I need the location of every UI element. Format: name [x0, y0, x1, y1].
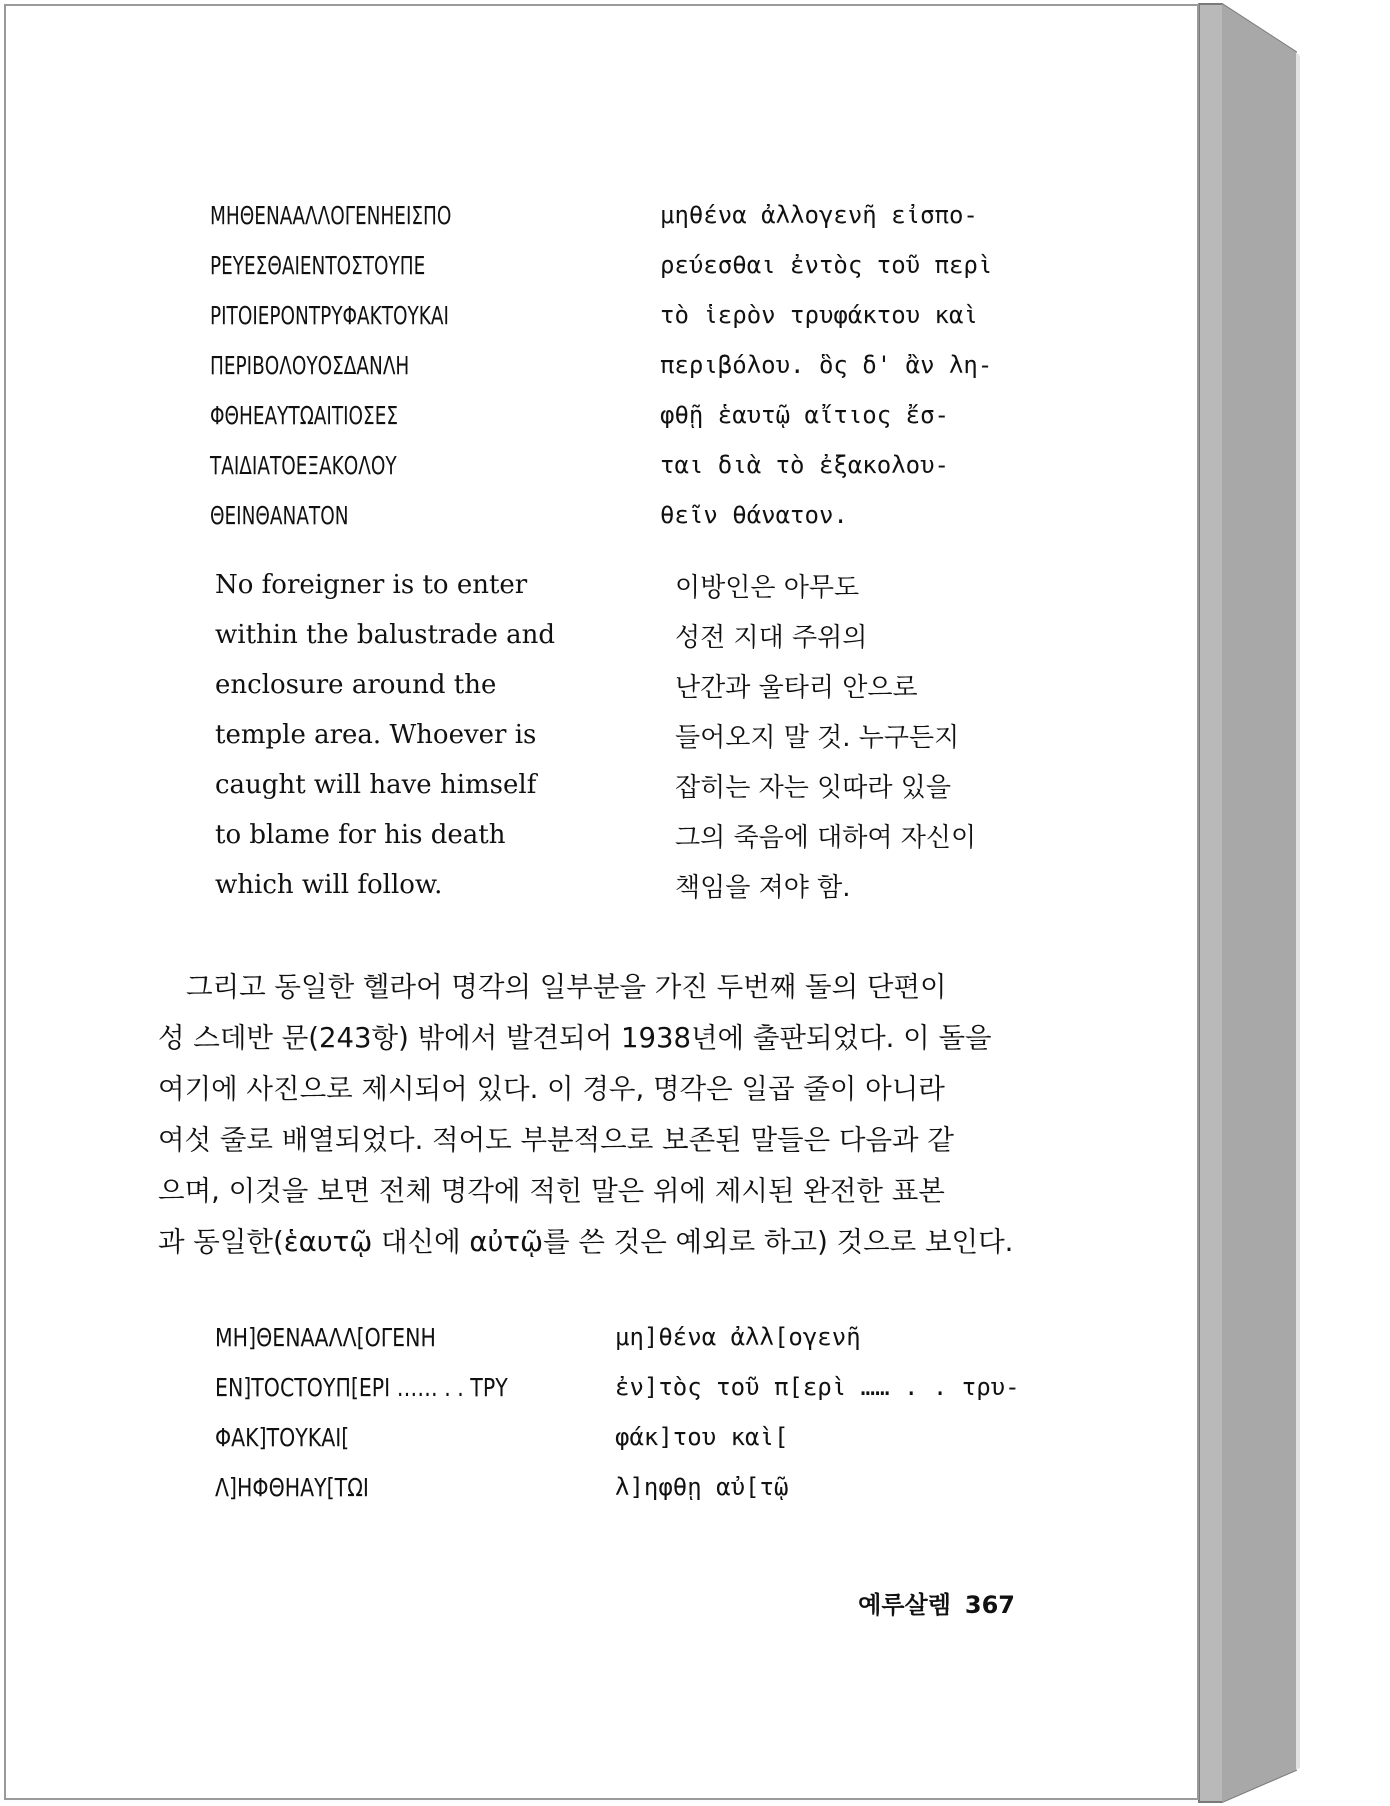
uncial-text: ΦΘΗΕΑΥΤΩΑΙΤΙΟΣΕΣ: [210, 400, 398, 430]
fragment-line: [215, 1312, 1115, 1362]
uncial-text: ΦΑΚ]ΤΟΥΚΑΙ[: [215, 1422, 350, 1452]
english-text: to blame for his death: [215, 820, 506, 850]
korean-text: 성전 지대 주위의: [675, 622, 868, 653]
inscription-line: [210, 240, 1110, 290]
uncial-text: ΕΝ]ΤΟϹΤΟΥΠ[ΕΡΙ …… . . ΤΡΥ: [215, 1372, 508, 1402]
english-text: temple area. Whoever is: [215, 720, 537, 750]
fragment-inscription: [215, 1312, 1115, 1512]
uncial-text: ΜΗΘΕΝΑΑΛΛΟΓΕΝΗΕΙΣΠΟ: [210, 200, 452, 230]
uncial-text: ΡΙΤΟΙΕΡΟΝΤΡΥΦΑΚΤΟΥΚΑΙ: [210, 300, 449, 330]
inscription-line: [210, 290, 1110, 340]
greek-inscription: [210, 190, 1110, 540]
uncial-text: Λ]ΗΦΘΗΑΥ[ΤΩΙ: [215, 1472, 369, 1502]
translation-line: [215, 810, 1115, 860]
inscription-line: [210, 440, 1110, 490]
uncial-text: ΘΕΙΝΘΑΝΑΤΟΝ: [210, 500, 349, 530]
paragraph-line: 여섯 줄로 배열되었다. 적어도 부분적으로 보존된 말들은 다음과 같: [158, 1124, 954, 1156]
minuscule-text: φθῇ ἑαυτῷ αἴτιος ἔσ-: [660, 401, 949, 429]
uncial-text: ΡΕΥΕΣΘΑΙΕΝΤΟΣΤΟΥΠΕ: [210, 250, 426, 280]
fragment-line: [215, 1362, 1115, 1412]
inscription-line: [210, 490, 1110, 540]
fragment-line: [215, 1412, 1115, 1462]
translation-block: [215, 560, 1115, 910]
korean-text: 들어오지 말 것. 누구든지: [675, 722, 960, 753]
english-text: No foreigner is to enter: [215, 570, 528, 600]
translation-line: [215, 710, 1115, 760]
page-number: 367: [964, 1591, 1015, 1619]
minuscule-text: ρεύεσθαι ἐντὸς τοῦ περὶ: [660, 251, 993, 279]
uncial-text: ΠΕΡΙΒΟΛΟΥΟΣΔΑΝΛΗ: [210, 350, 410, 380]
korean-text: 그의 죽음에 대하여 자신이: [675, 822, 977, 853]
english-text: enclosure around the: [215, 670, 497, 700]
minuscule-text: λ]ηφθῃ αὐ[τῷ: [615, 1473, 789, 1501]
english-text: within the balustrade and: [215, 620, 556, 650]
minuscule-text: μη]θένα ἀλλ[ογενῆ: [615, 1323, 861, 1351]
minuscule-text: ἐν]τὸς τοῦ π[ερὶ …… . . τρυ-: [615, 1373, 1020, 1401]
minuscule-text: θεῖν θάνατον.: [660, 501, 848, 529]
translation-line: [215, 760, 1115, 810]
inscription-line: [210, 390, 1110, 440]
paragraph-line: 으며, 이것을 보면 전체 명각에 적힌 말은 위에 제시된 완전한 표본: [158, 1175, 945, 1207]
korean-text: 잡히는 자는 잇따라 있을: [675, 772, 951, 803]
paragraph-line: 과 동일한(ἑαυτῷ 대신에 αὐτῷ를 쓴 것은 예외로 하고) 것으로 보인다.: [158, 1226, 1014, 1258]
english-text: caught will have himself: [215, 770, 537, 800]
minuscule-text: τὸ ἱερὸν τρυφάκτου καὶ: [660, 301, 978, 329]
english-text: which will follow.: [215, 870, 443, 900]
minuscule-text: φάκ]του καὶ[: [615, 1423, 789, 1451]
korean-text: 이방인은 아무도: [675, 572, 860, 603]
fragment-line: [215, 1462, 1115, 1512]
page-footer: [858, 1585, 1015, 1620]
translation-line: [215, 610, 1115, 660]
korean-text: 책임을 져야 함.: [675, 872, 851, 903]
paragraph-line: 성 스데반 문(243항) 밖에서 발견되어 1938년에 출판되었다. 이 돌을: [158, 1022, 992, 1054]
translation-line: [215, 660, 1115, 710]
inscription-line: [210, 340, 1110, 390]
uncial-text: ΜΗ]ΘΕΝΑΑΛΛ[ΟΓΕΝΗ: [215, 1322, 436, 1352]
translation-line: [215, 860, 1115, 910]
running-title: 예루살렘: [858, 1591, 951, 1619]
inscription-line: [210, 190, 1110, 240]
body-paragraph: [158, 962, 1043, 1268]
minuscule-text: περιβόλου. ὃς δ' ἂν λη-: [660, 351, 993, 379]
minuscule-text: ται διὰ τὸ ἐξακολου-: [660, 451, 949, 479]
paragraph-line: 여기에 사진으로 제시되어 있다. 이 경우, 명각은 일곱 줄이 아니라: [158, 1073, 945, 1105]
translation-line: [215, 560, 1115, 610]
paragraph-line: 그리고 동일한 헬라어 명각의 일부분을 가진 두번째 돌의 단편이: [186, 971, 947, 1003]
korean-text: 난간과 울타리 안으로: [675, 672, 918, 703]
uncial-text: ΤΑΙΔΙΑΤΟΕΞΑΚΟΛΟΥ: [210, 450, 397, 480]
minuscule-text: μηθένα ἀλλογενῆ εἰσπο-: [660, 201, 978, 229]
